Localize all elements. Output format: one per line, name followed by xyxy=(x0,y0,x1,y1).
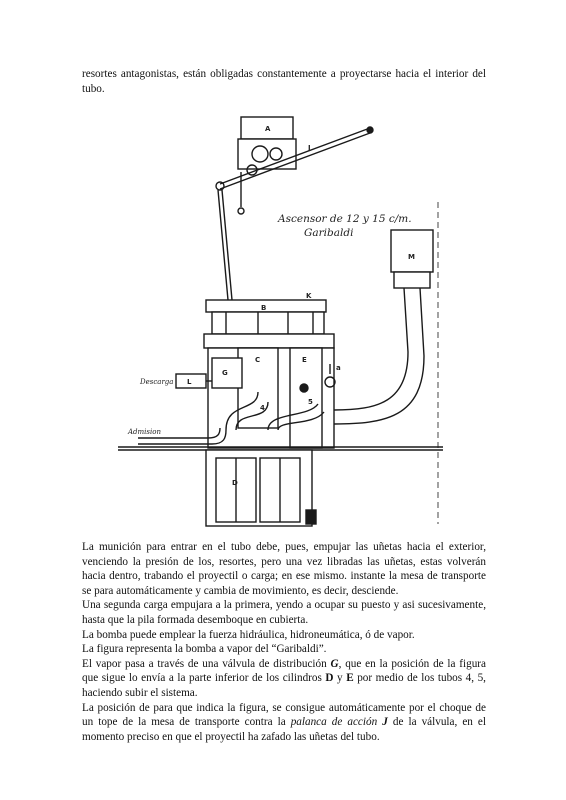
label-4: 4 xyxy=(260,404,265,412)
text-run: La bomba puede emplear la fuerza hidráulica, hidroneumática, ó de vapor. xyxy=(82,628,415,641)
top-paragraph: resortes antagonistas, están obligadas constantemente a proyectarse hacia el interior del tubo. xyxy=(82,68,486,95)
label-A: A xyxy=(265,125,271,133)
label-M: M xyxy=(408,253,415,261)
text-run: La munición para entrar en el tubo debe, pues, empujar las uñetas hacia el exterior, venciendo la presión de los, resortes, pero una vez libradas las uñetas, estas volverán hacia dentro, trabando el proyectil o carga; en ese mismo. instante la mesa de transporte se para automáticamente y cambia de movimiento, es decir, desciende. xyxy=(82,541,486,597)
text-run: de la válvula, en el momento preciso en que el proyectil ha zafado las uñetas del tubo. xyxy=(82,716,487,743)
text-run: palanca de acción xyxy=(290,716,378,729)
text-run: y xyxy=(333,672,347,685)
pump-figure xyxy=(108,112,448,530)
body-paragraph xyxy=(82,628,486,643)
body-paragraph xyxy=(82,642,486,657)
body-text xyxy=(82,540,486,744)
figure-caption-line2: Garibaldi xyxy=(304,227,354,239)
label-D: D xyxy=(232,479,238,487)
text-run: Una segunda carga empujara a la primera, yendo a ocupar su puesto y asi sucesivamente, hasta que la pila formada desemboque en cubierta. xyxy=(82,599,486,626)
text-run: por medio de los tubos 4, 5, haciendo subir el sistema. xyxy=(82,672,486,699)
label-L: L xyxy=(187,378,192,386)
body-paragraph xyxy=(82,657,486,701)
label-C: C xyxy=(255,356,261,364)
label-K: K xyxy=(306,292,312,300)
body-paragraph xyxy=(82,598,486,627)
label-B: B xyxy=(261,304,267,312)
label-descarga: Descarga xyxy=(140,378,174,386)
text-run: La figura representa la bomba a vapor del “Garibaldi”. xyxy=(82,643,327,656)
body-paragraph xyxy=(82,701,486,745)
label-5: 5 xyxy=(308,398,313,406)
text-run: E xyxy=(346,672,354,685)
text-run: D xyxy=(325,672,334,685)
text-run: , que en la posición de la figura que sigue lo envía a la parte inferior de los cilindros xyxy=(82,657,486,685)
label-a: a xyxy=(336,364,341,372)
text-run: La posición de para que indica la figura, se consigue automáticamente por el choque de un tope de la mesa de transporte contra la xyxy=(82,701,486,729)
label-admision: Admision xyxy=(128,428,161,436)
text-run: El vapor pasa a través de una válvula de distribución xyxy=(82,657,331,670)
body-paragraph xyxy=(82,540,486,598)
text-run: J xyxy=(382,716,388,729)
label-G: G xyxy=(222,369,228,377)
label-J: J xyxy=(308,144,311,152)
figure-caption-line1: Ascensor de 12 y 15 c/m. xyxy=(278,213,412,225)
label-E: E xyxy=(302,356,307,364)
text-run: G xyxy=(330,657,339,670)
